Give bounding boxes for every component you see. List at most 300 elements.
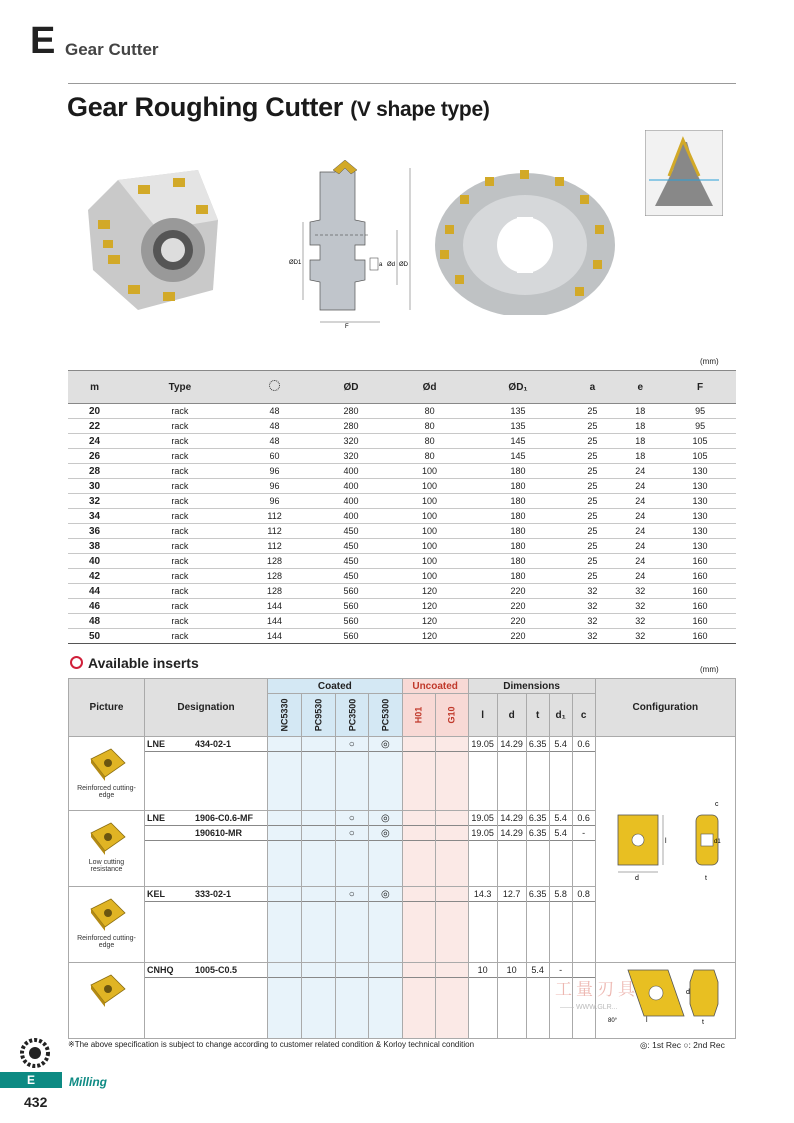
col-dimensions: Dimensions xyxy=(468,679,595,694)
col-d: Ød xyxy=(392,371,468,404)
dim-value: 19.05 xyxy=(471,739,494,749)
table-cell: 180 xyxy=(468,524,569,539)
table-cell: 95 xyxy=(664,419,736,434)
table-cell: 100 xyxy=(392,569,468,584)
table-cell: 25 xyxy=(568,419,616,434)
dim-d: d xyxy=(497,694,526,737)
dim-cell xyxy=(526,963,549,1039)
table-cell: 24 xyxy=(616,509,664,524)
section-letter: E xyxy=(30,20,56,62)
grade-cell xyxy=(335,811,369,887)
insert-image xyxy=(85,819,129,857)
dim-cell xyxy=(497,811,526,887)
table-row xyxy=(68,494,736,509)
table-cell: 128 xyxy=(239,584,311,599)
table-cell: 220 xyxy=(468,614,569,629)
table-cell: 130 xyxy=(664,464,736,479)
insert-image xyxy=(85,971,129,1009)
table-cell: 560 xyxy=(310,584,391,599)
table-cell: 120 xyxy=(392,629,468,644)
inserts-heading: Available inserts xyxy=(70,655,199,671)
label-F: F xyxy=(345,324,349,330)
rec-mark: ○ xyxy=(348,827,355,839)
insert-caption: Reinforced cutting-edge xyxy=(77,785,136,799)
table-cell: rack xyxy=(121,479,239,494)
dim-value: 5.4 xyxy=(554,828,567,838)
table-cell: 32 xyxy=(68,494,121,509)
table-cell: 100 xyxy=(392,554,468,569)
table-cell: rack xyxy=(121,404,239,419)
table-cell: 42 xyxy=(68,569,121,584)
unit-label-2: (mm) xyxy=(700,665,719,674)
table-cell: 320 xyxy=(310,449,391,464)
footer-category: Milling xyxy=(69,1075,107,1089)
grade-cell xyxy=(402,963,435,1039)
page-subtitle: (V shape type) xyxy=(350,98,490,121)
table-cell: 24 xyxy=(616,539,664,554)
table-cell: 400 xyxy=(310,479,391,494)
table-cell: 560 xyxy=(310,599,391,614)
dim-cell xyxy=(549,963,572,1039)
table-cell: 145 xyxy=(468,449,569,464)
insert-designation xyxy=(145,887,268,963)
grade-pc5300: PC5300 xyxy=(380,698,391,731)
grade-cell xyxy=(335,963,369,1039)
table-cell: 135 xyxy=(468,419,569,434)
page-number: 432 xyxy=(24,1094,48,1110)
footer-section-tab: E xyxy=(0,1072,62,1088)
table-row xyxy=(68,584,736,599)
table-cell: 96 xyxy=(239,494,311,509)
table-cell: 130 xyxy=(664,539,736,554)
table-cell: 24 xyxy=(616,569,664,584)
table-cell: rack xyxy=(121,584,239,599)
table-cell: 160 xyxy=(664,584,736,599)
table-cell: 100 xyxy=(392,494,468,509)
dim-value: 5.4 xyxy=(554,739,567,749)
table-cell: 160 xyxy=(664,614,736,629)
grade-cell xyxy=(268,737,302,811)
table-cell: 280 xyxy=(310,404,391,419)
table-cell: 130 xyxy=(664,524,736,539)
table-cell: 180 xyxy=(468,509,569,524)
table-cell: rack xyxy=(121,449,239,464)
dim-cell xyxy=(468,887,497,963)
watermark-url: —— WWW.GLR... xyxy=(560,1004,618,1011)
table-cell: 25 xyxy=(568,539,616,554)
table-cell: 400 xyxy=(310,509,391,524)
insert-image xyxy=(85,745,129,783)
cfg-t: t xyxy=(705,875,707,882)
table-cell: 560 xyxy=(310,629,391,644)
table-cell: 20 xyxy=(68,404,121,419)
table-cell: 100 xyxy=(392,509,468,524)
insert-code: 190610-MR xyxy=(195,828,243,838)
dim-d1: d₁ xyxy=(549,694,572,737)
table-cell: 46 xyxy=(68,599,121,614)
dim-value: 14.29 xyxy=(500,813,523,823)
dim-value: 6.35 xyxy=(528,739,547,749)
grade-cell xyxy=(435,811,468,887)
table-cell: 220 xyxy=(468,629,569,644)
footnote: ※The above specification is subject to change according to customer related condition & Korloy technical condition xyxy=(68,1040,475,1049)
table-row xyxy=(68,629,736,644)
table-cell: 145 xyxy=(468,434,569,449)
insert-image xyxy=(85,895,129,933)
insert-picture xyxy=(69,887,145,963)
table-cell: rack xyxy=(121,539,239,554)
table-cell: 40 xyxy=(68,554,121,569)
table-cell: 144 xyxy=(239,614,311,629)
table-cell: 160 xyxy=(664,599,736,614)
grade-pc3500: PC3500 xyxy=(346,698,357,731)
grade-cell xyxy=(335,737,369,811)
table-row xyxy=(68,524,736,539)
insert-code: 1005-C0.5 xyxy=(195,965,238,975)
table-cell: 280 xyxy=(310,419,391,434)
table-cell: 48 xyxy=(239,419,311,434)
grade-nc5330: NC5330 xyxy=(279,697,290,732)
dim-cell xyxy=(497,963,526,1039)
teeth-icon xyxy=(269,380,280,391)
dim-c: c xyxy=(572,694,595,737)
table-cell: 450 xyxy=(310,539,391,554)
table-cell: rack xyxy=(121,434,239,449)
dim-value: 14.29 xyxy=(500,828,523,838)
table-cell: 32 xyxy=(616,599,664,614)
table-cell: 32 xyxy=(568,599,616,614)
table-row xyxy=(68,554,736,569)
grade-cell xyxy=(268,963,302,1039)
rec-mark: ○ xyxy=(348,812,355,824)
table-row xyxy=(68,569,736,584)
cfg2-angle: 80° xyxy=(608,1018,618,1024)
table-cell: 36 xyxy=(68,524,121,539)
col-type: Type xyxy=(121,371,239,404)
dim-value: 0.6 xyxy=(577,739,590,749)
table-cell: 128 xyxy=(239,569,311,584)
grade-cell xyxy=(302,887,336,963)
table-cell: 25 xyxy=(568,434,616,449)
dim-value: - xyxy=(559,965,563,975)
watermark: 工量刃具 xyxy=(555,980,639,999)
rec-mark: ◎ xyxy=(380,888,390,900)
grade-cell xyxy=(369,963,403,1039)
dim-cell xyxy=(468,963,497,1039)
cfg-c: c xyxy=(715,801,719,808)
table-cell: 180 xyxy=(468,569,569,584)
col-teeth xyxy=(239,371,311,404)
table-cell: 26 xyxy=(68,449,121,464)
table-cell: 80 xyxy=(392,434,468,449)
grade-cell xyxy=(369,811,403,887)
col-configuration: Configuration xyxy=(595,679,735,737)
insert-caption: Low cutting resistance xyxy=(88,859,125,873)
table-cell: 130 xyxy=(664,479,736,494)
table-cell: 22 xyxy=(68,419,121,434)
grade-h01: H01 xyxy=(413,706,424,723)
insert-code: 1906-C0.6-MF xyxy=(195,813,254,823)
table-row xyxy=(68,434,736,449)
table-cell: 100 xyxy=(392,479,468,494)
table-cell: 120 xyxy=(392,614,468,629)
table-cell: 120 xyxy=(392,599,468,614)
table-cell: 48 xyxy=(239,434,311,449)
grade-cell xyxy=(435,963,468,1039)
table-cell: 100 xyxy=(392,539,468,554)
dim-cell xyxy=(526,811,549,887)
spec-table xyxy=(68,370,736,644)
col-uncoated: Uncoated xyxy=(402,679,468,694)
table-cell: 25 xyxy=(568,569,616,584)
insert-code: 434-02-1 xyxy=(195,739,232,749)
dim-cell xyxy=(549,887,572,963)
rec-mark: ◎ xyxy=(380,738,390,750)
grade-pc9530: PC9530 xyxy=(313,698,324,731)
table-cell: 180 xyxy=(468,479,569,494)
cfg-l: l xyxy=(665,838,667,845)
cfg-d: d xyxy=(635,875,639,882)
table-cell: 105 xyxy=(664,434,736,449)
section-title: Gear Cutter xyxy=(65,40,159,59)
dim-value: 6.35 xyxy=(528,889,547,899)
grade-cell xyxy=(402,737,435,811)
table-cell: 100 xyxy=(392,524,468,539)
dim-value: 5.4 xyxy=(554,813,567,823)
dim-cell xyxy=(572,887,595,963)
grade-cell xyxy=(302,963,336,1039)
dim-value: 10 xyxy=(506,965,517,975)
table-cell: 112 xyxy=(239,524,311,539)
gear-icon xyxy=(20,1037,50,1069)
table-cell: rack xyxy=(121,494,239,509)
table-cell: rack xyxy=(121,554,239,569)
table-cell: 34 xyxy=(68,509,121,524)
table-cell: 95 xyxy=(664,404,736,419)
col-designation: Designation xyxy=(145,679,268,737)
table-row xyxy=(68,599,736,614)
table-cell: 38 xyxy=(68,539,121,554)
table-cell: 18 xyxy=(616,434,664,449)
table-cell: 180 xyxy=(468,494,569,509)
table-cell: 32 xyxy=(568,584,616,599)
insert-picture xyxy=(69,811,145,887)
dim-cell xyxy=(468,811,497,887)
table-cell: 144 xyxy=(239,599,311,614)
grade-cell xyxy=(369,887,403,963)
table-cell: 48 xyxy=(68,614,121,629)
table-cell: 160 xyxy=(664,629,736,644)
rec-mark: ○ xyxy=(348,738,355,750)
insert-picture xyxy=(69,737,145,811)
insert-designation xyxy=(145,963,268,1039)
table-cell: 32 xyxy=(616,629,664,644)
table-cell: 105 xyxy=(664,449,736,464)
cfg2-l: l xyxy=(646,1017,648,1024)
table-cell: 160 xyxy=(664,554,736,569)
col-D1: ØD₁ xyxy=(468,371,569,404)
grade-cell xyxy=(435,887,468,963)
dim-value: 12.7 xyxy=(502,889,521,899)
top-divider xyxy=(68,83,736,84)
table-cell: 24 xyxy=(616,479,664,494)
table-cell: 320 xyxy=(310,434,391,449)
table-cell: 48 xyxy=(239,404,311,419)
table-cell: 60 xyxy=(239,449,311,464)
label-d1: ØD1 xyxy=(289,260,302,266)
grade-cell xyxy=(268,811,302,887)
table-cell: 96 xyxy=(239,464,311,479)
table-cell: 25 xyxy=(568,404,616,419)
insert-type: KEL xyxy=(147,889,165,899)
table-cell: 80 xyxy=(392,419,468,434)
table-cell: 24 xyxy=(616,554,664,569)
grade-cell xyxy=(402,811,435,887)
table-cell: 180 xyxy=(468,539,569,554)
table-cell: 25 xyxy=(568,449,616,464)
table-row xyxy=(68,479,736,494)
table-row xyxy=(68,419,736,434)
col-m: m xyxy=(68,371,121,404)
cutter-drawing xyxy=(285,160,415,330)
grade-cell xyxy=(369,737,403,811)
col-picture: Picture xyxy=(69,679,145,737)
table-cell: 24 xyxy=(68,434,121,449)
grade-cell xyxy=(335,887,369,963)
table-row xyxy=(68,614,736,629)
dim-t: t xyxy=(526,694,549,737)
grade-cell xyxy=(268,887,302,963)
col-e: e xyxy=(616,371,664,404)
table-row xyxy=(68,509,736,524)
legend: ◎: 1st Rec ○: 2nd Rec xyxy=(640,1040,725,1050)
table-cell: rack xyxy=(121,524,239,539)
rec-mark: ◎ xyxy=(380,827,390,839)
table-cell: 400 xyxy=(310,494,391,509)
grade-cell xyxy=(302,811,336,887)
insert-type: LNE xyxy=(147,739,165,749)
table-cell: 130 xyxy=(664,494,736,509)
table-cell: 160 xyxy=(664,569,736,584)
table-cell: 18 xyxy=(616,419,664,434)
table-cell: 44 xyxy=(68,584,121,599)
dim-value: - xyxy=(582,828,586,838)
table-cell: 112 xyxy=(239,509,311,524)
table-row xyxy=(68,404,736,419)
table-row xyxy=(68,539,736,554)
table-cell: 128 xyxy=(239,554,311,569)
col-F: F xyxy=(664,371,736,404)
table-cell: 30 xyxy=(68,479,121,494)
table-cell: 25 xyxy=(568,479,616,494)
cutter-photo-front xyxy=(425,165,625,315)
dim-cell xyxy=(468,737,497,811)
table-cell: 220 xyxy=(468,584,569,599)
grade-cell xyxy=(302,737,336,811)
table-cell: rack xyxy=(121,614,239,629)
table-cell: 450 xyxy=(310,524,391,539)
dim-cell xyxy=(549,811,572,887)
insert-code: 333-02-1 xyxy=(195,889,232,899)
page-title: Gear Roughing Cutter (V shape type) xyxy=(67,92,490,122)
dim-value: 0.8 xyxy=(577,889,590,899)
insert-designation xyxy=(145,811,268,887)
dim-value: 5.8 xyxy=(554,889,567,899)
insert-caption: Reinforced cutting-edge xyxy=(77,935,136,949)
table-cell: 25 xyxy=(568,464,616,479)
table-cell: 450 xyxy=(310,554,391,569)
label-d: Ød xyxy=(387,262,396,268)
cfg-d1: d1 xyxy=(714,839,721,845)
table-cell: 130 xyxy=(664,509,736,524)
table-cell: 450 xyxy=(310,569,391,584)
table-cell: 120 xyxy=(392,584,468,599)
dim-cell xyxy=(497,737,526,811)
table-cell: 32 xyxy=(568,629,616,644)
table-cell: 560 xyxy=(310,614,391,629)
table-cell: 32 xyxy=(616,614,664,629)
grade-cell xyxy=(402,887,435,963)
table-cell: 18 xyxy=(616,449,664,464)
table-cell: 24 xyxy=(616,464,664,479)
dim-cell xyxy=(526,737,549,811)
dim-value: 5.4 xyxy=(531,965,544,975)
dim-value: 6.35 xyxy=(528,828,547,838)
label-a: a xyxy=(379,262,383,268)
table-cell: rack xyxy=(121,629,239,644)
table-cell: 180 xyxy=(468,464,569,479)
table-cell: 18 xyxy=(616,404,664,419)
table-cell: 100 xyxy=(392,464,468,479)
table-cell: 32 xyxy=(616,584,664,599)
table-cell: 80 xyxy=(392,449,468,464)
dim-value: 0.6 xyxy=(577,813,590,823)
dim-value: 14.29 xyxy=(500,739,523,749)
insert-type: LNE xyxy=(147,813,165,823)
dim-cell xyxy=(549,737,572,811)
bullet-icon xyxy=(70,656,83,669)
dim-cell xyxy=(572,963,595,1039)
v-profile-icon xyxy=(645,130,723,216)
table-cell: 96 xyxy=(239,479,311,494)
label-D: ØD xyxy=(399,262,408,268)
table-cell: 25 xyxy=(568,494,616,509)
cfg2-d: d xyxy=(686,989,690,996)
table-cell: 400 xyxy=(310,464,391,479)
rec-mark: ○ xyxy=(348,888,355,900)
table-cell: 28 xyxy=(68,464,121,479)
table-cell: 112 xyxy=(239,539,311,554)
table-cell: 25 xyxy=(568,554,616,569)
table-cell: rack xyxy=(121,464,239,479)
dim-cell xyxy=(497,887,526,963)
table-row xyxy=(68,449,736,464)
table-cell: 144 xyxy=(239,629,311,644)
col-D: ØD xyxy=(310,371,391,404)
table-cell: rack xyxy=(121,569,239,584)
dim-value: 19.05 xyxy=(471,828,494,838)
table-cell: 24 xyxy=(616,494,664,509)
dim-cell xyxy=(572,737,595,811)
table-cell: 25 xyxy=(568,509,616,524)
table-cell: 220 xyxy=(468,599,569,614)
grade-cell xyxy=(435,737,468,811)
table-cell: 24 xyxy=(616,524,664,539)
dim-value: 14.3 xyxy=(473,889,492,899)
cfg2-t: t xyxy=(702,1019,704,1026)
dim-value: 10 xyxy=(477,965,488,975)
config-drawing-lne xyxy=(608,800,733,885)
